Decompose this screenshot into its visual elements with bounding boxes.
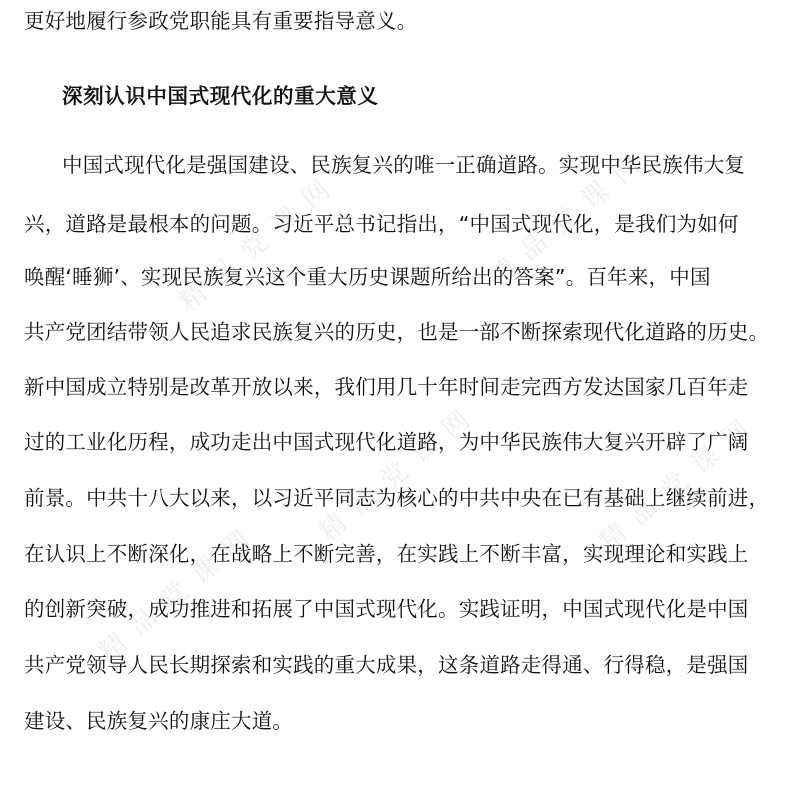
paragraph-line: 兴，道路是最根本的问题。习近平总书记指出，“中国式现代化，是我们为如何 <box>24 212 739 236</box>
paragraph-line: 更好地履行参政党职能具有重要指导意义。 <box>24 9 418 33</box>
watermark: 精品党课网 <box>593 406 767 558</box>
paragraph-line: 新中国成立特别是改革开放以来，我们用几十年时间走完西方发达国家几百年走 <box>24 375 749 399</box>
watermark: 精品党课网 <box>93 516 267 668</box>
paragraph-line: 中国式现代化是强国建设、民族复兴的唯一正确道路。实现中华民族伟大复 <box>62 153 746 177</box>
paragraph-line: 前景。中共十八大以来，以习近平同志为核心的中共中央在已有基础上继续前进， <box>24 486 770 510</box>
paragraph-line: 的创新突破，成功推进和拓展了中国式现代化。实践证明，中国式现代化是中国 <box>24 597 749 621</box>
paragraph-line: 共产党团结带领人民追求民族复兴的历史，也是一部不断探索现代化道路的历史。 <box>24 320 770 344</box>
paragraph-line: 在认识上不断深化，在战略上不断完善，在实践上不断丰富，实现理论和实践上 <box>24 542 749 566</box>
watermark: 精品党课网 <box>313 396 487 548</box>
watermark: 精品党课网 <box>173 166 347 318</box>
paragraph-line: 共产党领导人民长期探索和实践的重大成果，这条道路走得通、行得稳，是强国 <box>24 653 749 677</box>
paragraph-line: 建设、民族复兴的康庄大道。 <box>24 709 294 733</box>
paragraph-line: 唤醒‘睡狮’、实现民族复兴这个重大历史课题所给出的答案”。百年来，中国 <box>24 265 711 289</box>
section-heading: 深刻认识中国式现代化的重大意义 <box>62 84 379 108</box>
watermark: 精品党课网 <box>483 141 657 293</box>
paragraph-line: 过的工业化历程，成功走出中国式现代化道路，为中华民族伟大复兴开辟了广阔 <box>24 430 749 454</box>
